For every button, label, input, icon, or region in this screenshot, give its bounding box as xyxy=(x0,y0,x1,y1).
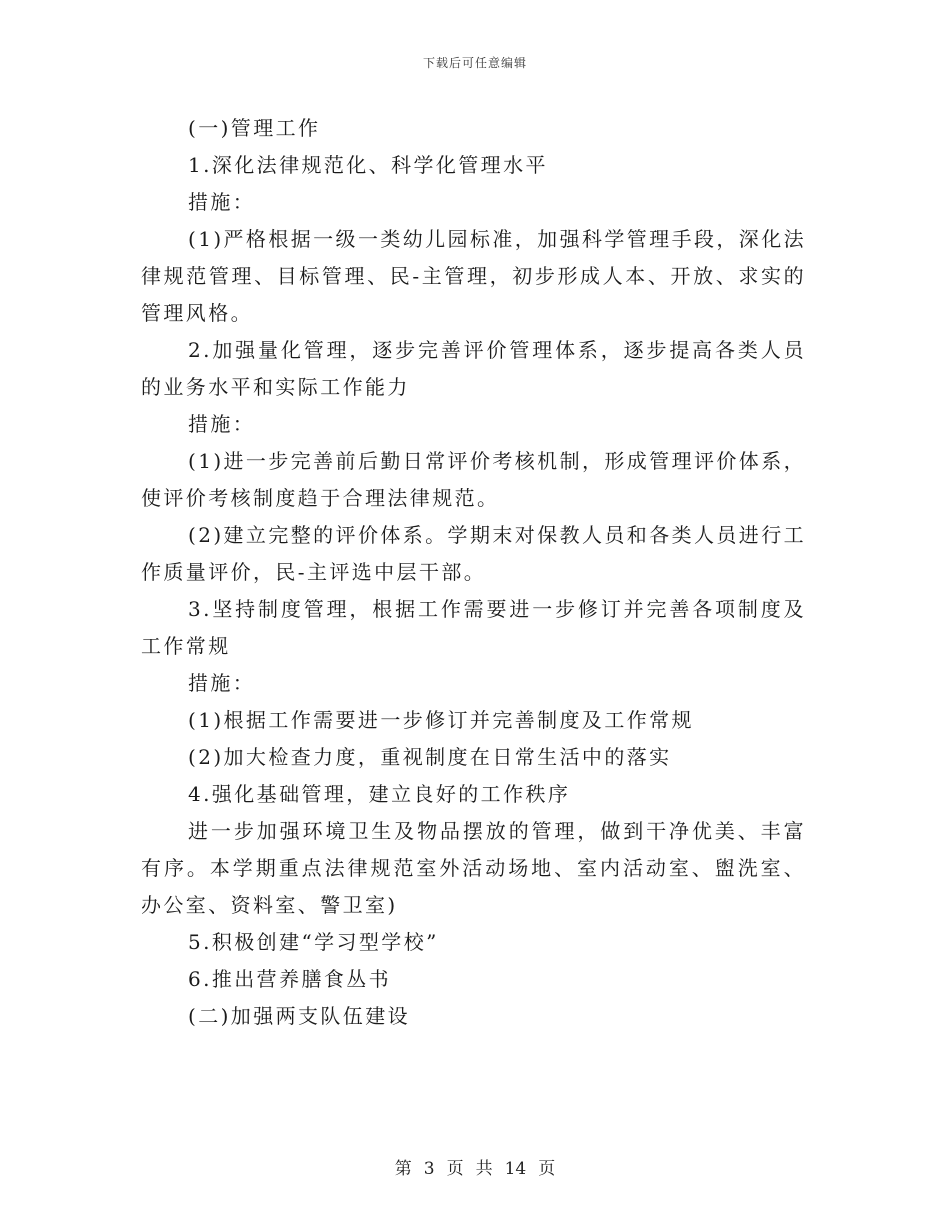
heading-management-work: (一)管理工作 xyxy=(188,116,321,140)
footer-page-word: 页 xyxy=(446,1159,464,1179)
item-3-measure-1: (1)根据工作需要进一步修订并完善制度及工作常规 xyxy=(188,708,694,732)
item-5-title: 5.积极创建“学习型学校” xyxy=(188,930,439,954)
item-4-body: 进一步加强环境卫生及物品摆放的管理，做到干净优美、丰富有序。本学期重点法律规范室外活动场地、室内活动室、盥洗室、办公室、资料室、警卫室) xyxy=(141,819,806,917)
footer-prefix: 第 xyxy=(394,1159,412,1179)
footer-current-page: 3 xyxy=(423,1159,435,1179)
measures-label: 措施： xyxy=(188,671,256,695)
item-2-measure-2: (2)建立完整的评价体系。学期末对保教人员和各类人员进行工作质量评价，民-主评选中层干部。 xyxy=(141,523,806,584)
measures-label: 措施： xyxy=(188,190,256,214)
item-3-title: 3.坚持制度管理，根据工作需要进一步修订并完善各项制度及工作常规 xyxy=(141,597,806,658)
item-2-title: 2.加强量化管理，逐步完善评价管理体系，逐步提高各类人员的业务水平和实际工作能力 xyxy=(141,338,806,399)
item-6-title: 6.推出营养膳食丛书 xyxy=(188,967,392,991)
footer-total-word: 共 xyxy=(475,1159,493,1179)
item-2-measure-1: (1)进一步完善前后勤日常评价考核机制，形成管理评价体系，使评价考核制度趋于合理法律规范。 xyxy=(141,449,806,510)
footer-total-pages: 14 xyxy=(504,1159,527,1179)
item-3-measure-2: (2)加大检查力度，重视制度在日常生活中的落实 xyxy=(188,745,672,769)
measures-label: 措施： xyxy=(188,412,256,436)
heading-team-building: (二)加强两支队伍建设 xyxy=(188,1004,411,1028)
item-1-measure-1: (1)严格根据一级一类幼儿园标准，加强科学管理手段，深化法律规范管理、目标管理、民-主管理，初步形成人本、开放、求实的管理风格。 xyxy=(141,227,806,325)
page-header-note: 下载后可任意编辑 xyxy=(422,56,527,70)
document-body xyxy=(141,110,806,1035)
item-1-title: 1.深化法律规范化、科学化管理水平 xyxy=(188,153,548,177)
page-number-footer xyxy=(0,1154,950,1179)
item-4-title: 4.强化基础管理，建立良好的工作秩序 xyxy=(188,782,571,806)
footer-suffix: 页 xyxy=(538,1159,556,1179)
